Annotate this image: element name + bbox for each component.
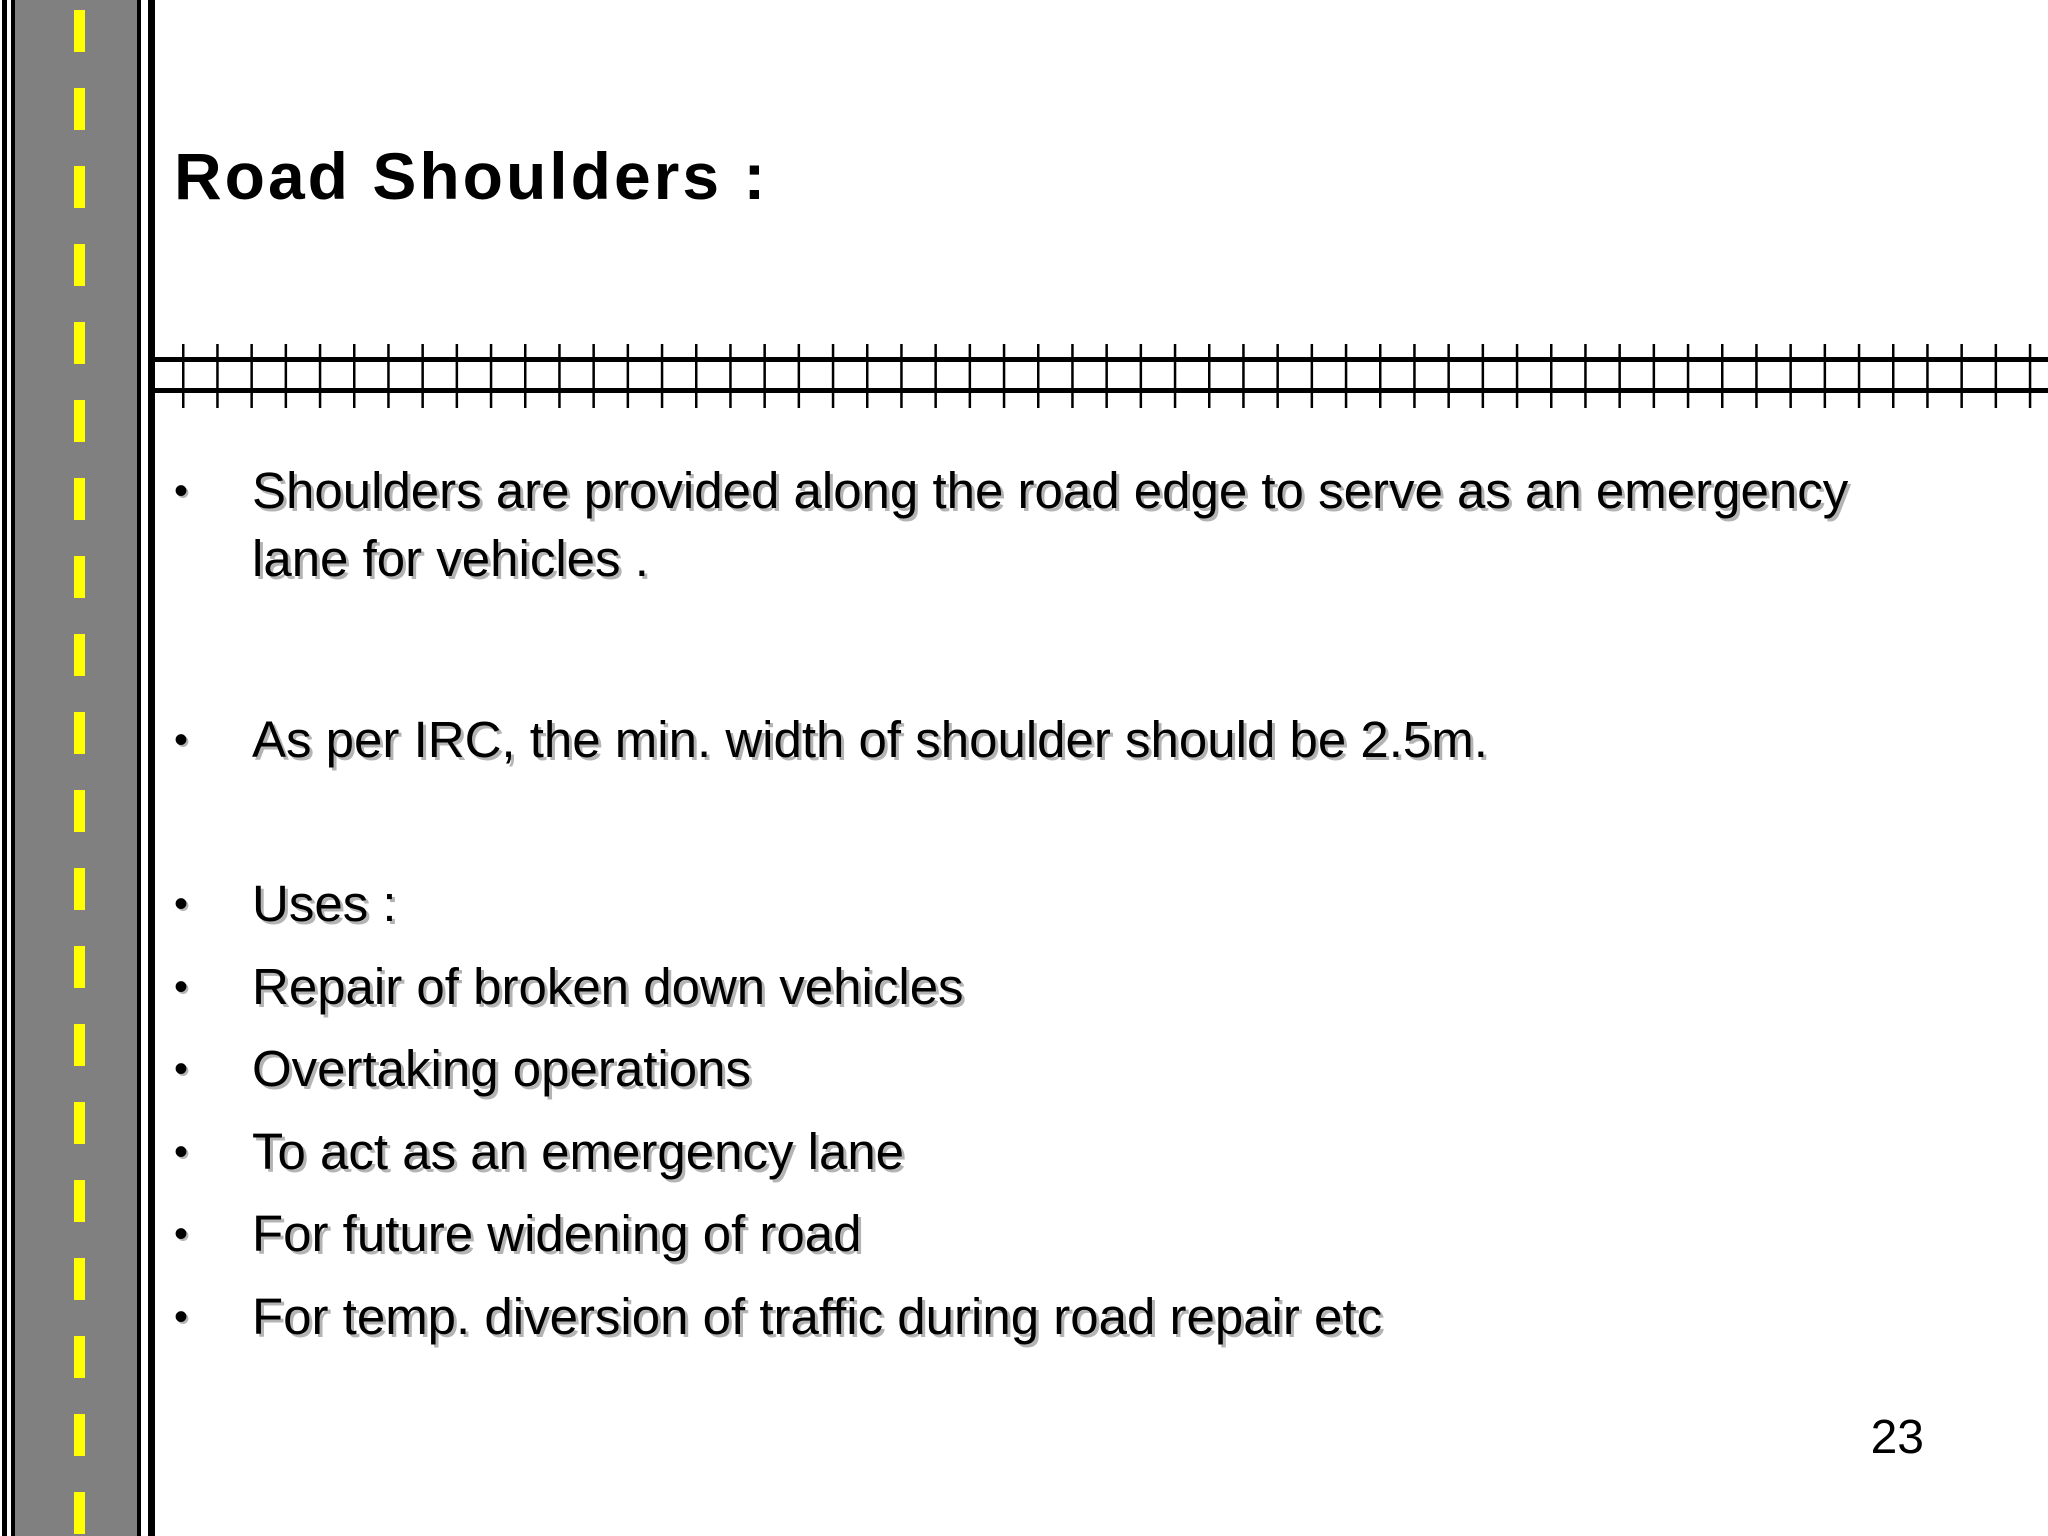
- bullet-marker: •: [174, 1130, 189, 1174]
- bullet-marker: •: [174, 882, 189, 926]
- bullet-text: For future widening of road: [252, 1205, 862, 1262]
- bullet-marker: •: [174, 965, 189, 1009]
- page-number: 23: [1870, 1411, 1924, 1464]
- bullet-marker: •: [174, 1047, 189, 1091]
- bullet-item-shoulder-purpose: [174, 457, 1974, 593]
- bullet-text: Overtaking operations: [252, 1040, 751, 1097]
- bullet-marker: •: [174, 469, 189, 513]
- bullet-item-future-widening: [174, 1200, 1974, 1268]
- bullet-item-repair: [174, 953, 1974, 1021]
- slide-title: Road Shoulders :: [174, 139, 769, 213]
- bullet-text: Uses :: [252, 875, 397, 932]
- bullet-item-uses-heading: [174, 870, 1974, 938]
- bullet-item-overtaking: [174, 1035, 1974, 1103]
- bullet-item-irc-width: [174, 706, 1974, 774]
- bullet-text: As per IRC, the min. width of shoulder should be 2.5m.: [252, 711, 1488, 768]
- bullet-item-traffic-diversion: [174, 1283, 1974, 1351]
- bullet-text: To act as an emergency lane: [252, 1123, 905, 1180]
- bullet-text: For temp. diversion of traffic during road repair etc: [252, 1288, 1383, 1345]
- bullet-text: Shoulders are provided along the road edge to serve as an emergency lane for vehicles .: [252, 462, 1849, 587]
- bullet-item-emergency-lane: [174, 1118, 1974, 1186]
- bullet-marker: •: [174, 718, 189, 762]
- bullet-marker: •: [174, 1212, 189, 1256]
- bullet-marker: •: [174, 1295, 189, 1339]
- bullet-text: Repair of broken down vehicles: [252, 958, 964, 1015]
